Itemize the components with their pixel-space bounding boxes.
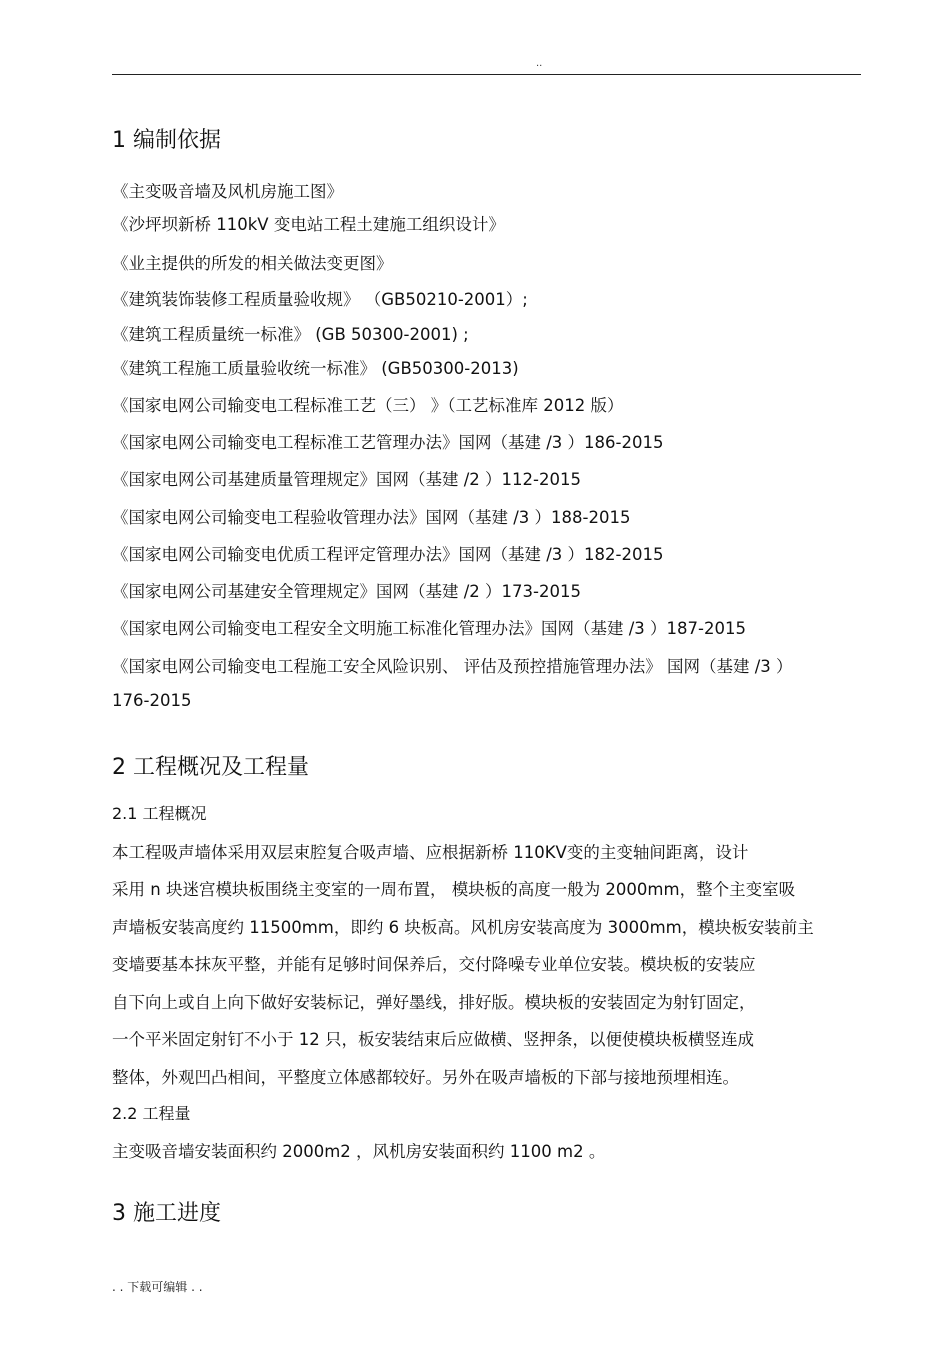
section-1-title: 1 编制依据 (112, 128, 221, 153)
overview-paragraph-line: 声墙板安装高度约 11500mm，即约 6 块板高。风机房安装高度为 3000mm，模块板安装前主 (112, 918, 814, 937)
header-rule (112, 74, 861, 75)
reference-item: 《国家电网公司输变电工程安全文明施工标准化管理办法》国网（基建 /3 ）187-2015 (112, 619, 746, 638)
reference-item: 《国家电网公司输变电优质工程评定管理办法》国网（基建 /3 ）182-2015 (112, 545, 664, 564)
quantity-line: 主变吸音墙安装面积约 2000m2 ，风机房安装面积约 1100 m2 。 (112, 1142, 606, 1161)
overview-paragraph-line: 自下向上或自上向下做好安装标记，弹好墨线，排好版。模块板的安装固定为射钉固定， (112, 993, 756, 1012)
reference-item: 《国家电网公司输变电工程标准工艺管理办法》国网（基建 /3 ）186-2015 (112, 433, 664, 452)
reference-item: 《国家电网公司基建质量管理规定》国网（基建 /2 ）112-2015 (112, 470, 581, 489)
footer-text: . . 下载可编辑 . . (112, 1280, 203, 1294)
reference-item: 《国家电网公司基建安全管理规定》国网（基建 /2 ）173-2015 (112, 582, 581, 601)
section-3-title: 3 施工进度 (112, 1201, 221, 1226)
overview-paragraph-line: 整体，外观凹凸相间，平整度立体感都较好。另外在吸声墙板的下部与接地预埋相连。 (112, 1068, 739, 1087)
reference-item: 《国家电网公司输变电工程标准工艺（三） 》（工艺标准库 2012 版） (112, 396, 624, 415)
header-mark: .. (536, 58, 543, 69)
subsection-2-1-title: 2.1 工程概况 (112, 804, 207, 823)
overview-paragraph-line: 一个平米固定射钉不小于 12 只，板安装结束后应做横、竖押条，以便使模块板横竖连成 (112, 1030, 754, 1049)
overview-paragraph-line: 采用 n 块迷宫模块板围绕主变室的一周布置， 模块板的高度一般为 2000mm，整个主变室吸 (112, 880, 796, 899)
reference-item: 《主变吸音墙及风机房施工图》 (112, 182, 343, 201)
subsection-2-2-title: 2.2 工程量 (112, 1104, 191, 1123)
reference-item: 《建筑工程施工质量验收统一标准》 (GB50300-2013) (112, 359, 519, 378)
overview-paragraph-line: 变墙要基本抹灰平整，并能有足够时间保养后，交付降噪专业单位安装。模块板的安装应 (112, 955, 756, 974)
reference-item: 《国家电网公司输变电工程施工安全风险识别、 评估及预控措施管理办法》 国网（基建 /3 ） (112, 657, 793, 676)
reference-item: 《沙坪坝新桥 110kV 变电站工程土建施工组织设计》 (112, 215, 505, 234)
reference-item: 《建筑工程质量统一标准》 (GB 50300-2001) ; (112, 325, 469, 344)
overview-paragraph-line: 本工程吸声墙体采用双层束腔复合吸声墙、应根据新桥 110KV变的主变轴间距离，设计 (112, 843, 749, 862)
reference-item: 《建筑装饰装修工程质量验收规》 （GB50210-2001）; (112, 290, 528, 309)
reference-item: 《业主提供的所发的相关做法变更图》 (112, 254, 393, 273)
section-2-title: 2 工程概况及工程量 (112, 755, 309, 780)
reference-item-continued: 176-2015 (112, 691, 192, 710)
reference-item: 《国家电网公司输变电工程验收管理办法》国网（基建 /3 ）188-2015 (112, 508, 631, 527)
